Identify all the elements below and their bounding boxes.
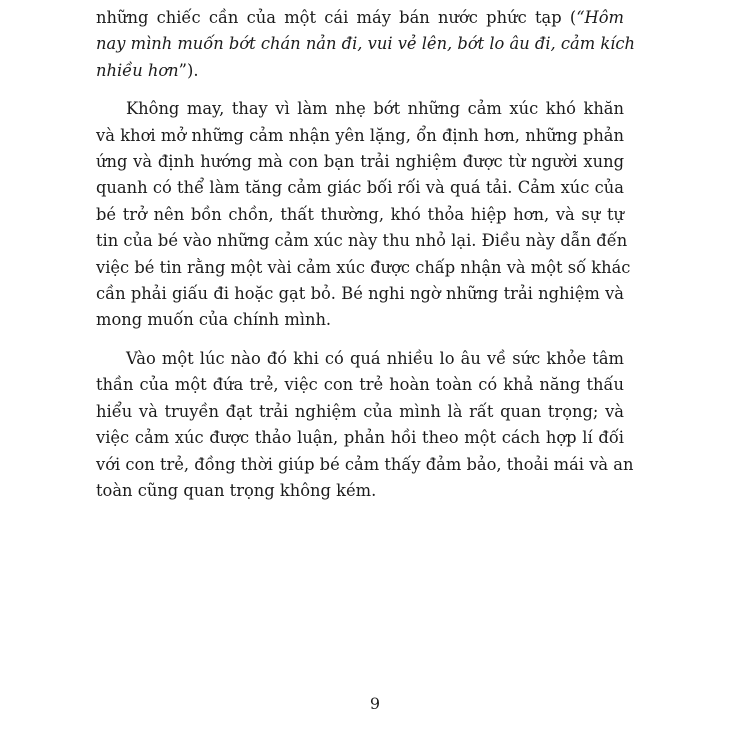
text-line: mong muốn của chính mình. <box>96 310 332 330</box>
text-line: việc bé tin rằng một vài cảm xúc được chấp nhận và một số khác <box>96 257 631 277</box>
text-line: cần phải giấu đi hoặc gạt bỏ. Bé nghi ngờ những trải nghiệm và <box>96 284 624 304</box>
text-line: quanh có thể làm tăng cảm giác bối rối và quá tải. Cảm xúc của <box>96 178 624 198</box>
text-line: và khơi mở những cảm nhận yên lặng, ổn định hơn, những phản <box>96 125 624 145</box>
text-line: nay mình muốn bớt chán nản đi, vui vẻ lên, bớt lo âu đi, cảm kích <box>96 34 635 54</box>
paragraph-3 <box>96 346 634 504</box>
text-line: việc cảm xúc được thảo luận, phản hồi theo một cách hợp lí đối <box>96 428 624 448</box>
page-number: 9 <box>369 694 381 713</box>
text-line: bé trở nên bồn chồn, thất thường, khó thỏa hiệp hơn, và sự tự <box>96 204 624 224</box>
text-line: tin của bé vào những cảm xúc này thu nhỏ lại. Điều này dẫn đến <box>96 231 628 251</box>
text-line: những chiếc cần của một cái máy bán nước phức tạp (“Hôm <box>96 8 624 27</box>
text-line: toàn cũng quan trọng không kém. <box>96 480 377 500</box>
text-line: nhiều hơn”). <box>96 60 199 80</box>
text-line: Vào một lúc nào đó khi có quá nhiều lo âu về sức khỏe tâm <box>126 348 624 368</box>
text-line: hiểu và truyền đạt trải nghiệm của mình là rất quan trọng; và <box>96 401 624 421</box>
text-line: ứng và định hướng mà con bạn trải nghiệm được từ người xung <box>96 152 624 172</box>
text-line: thần của một đứa trẻ, việc con trẻ hoàn toàn có khả năng thấu <box>96 375 624 395</box>
body-text <box>96 0 635 504</box>
paragraph-2 <box>96 96 631 334</box>
text-line: Không may, thay vì làm nhẹ bớt những cảm xúc khó khăn <box>126 99 624 119</box>
text-line: với con trẻ, đồng thời giúp bé cảm thấy đảm bảo, thoải mái và an <box>96 454 634 474</box>
paragraph-1 <box>96 5 635 84</box>
